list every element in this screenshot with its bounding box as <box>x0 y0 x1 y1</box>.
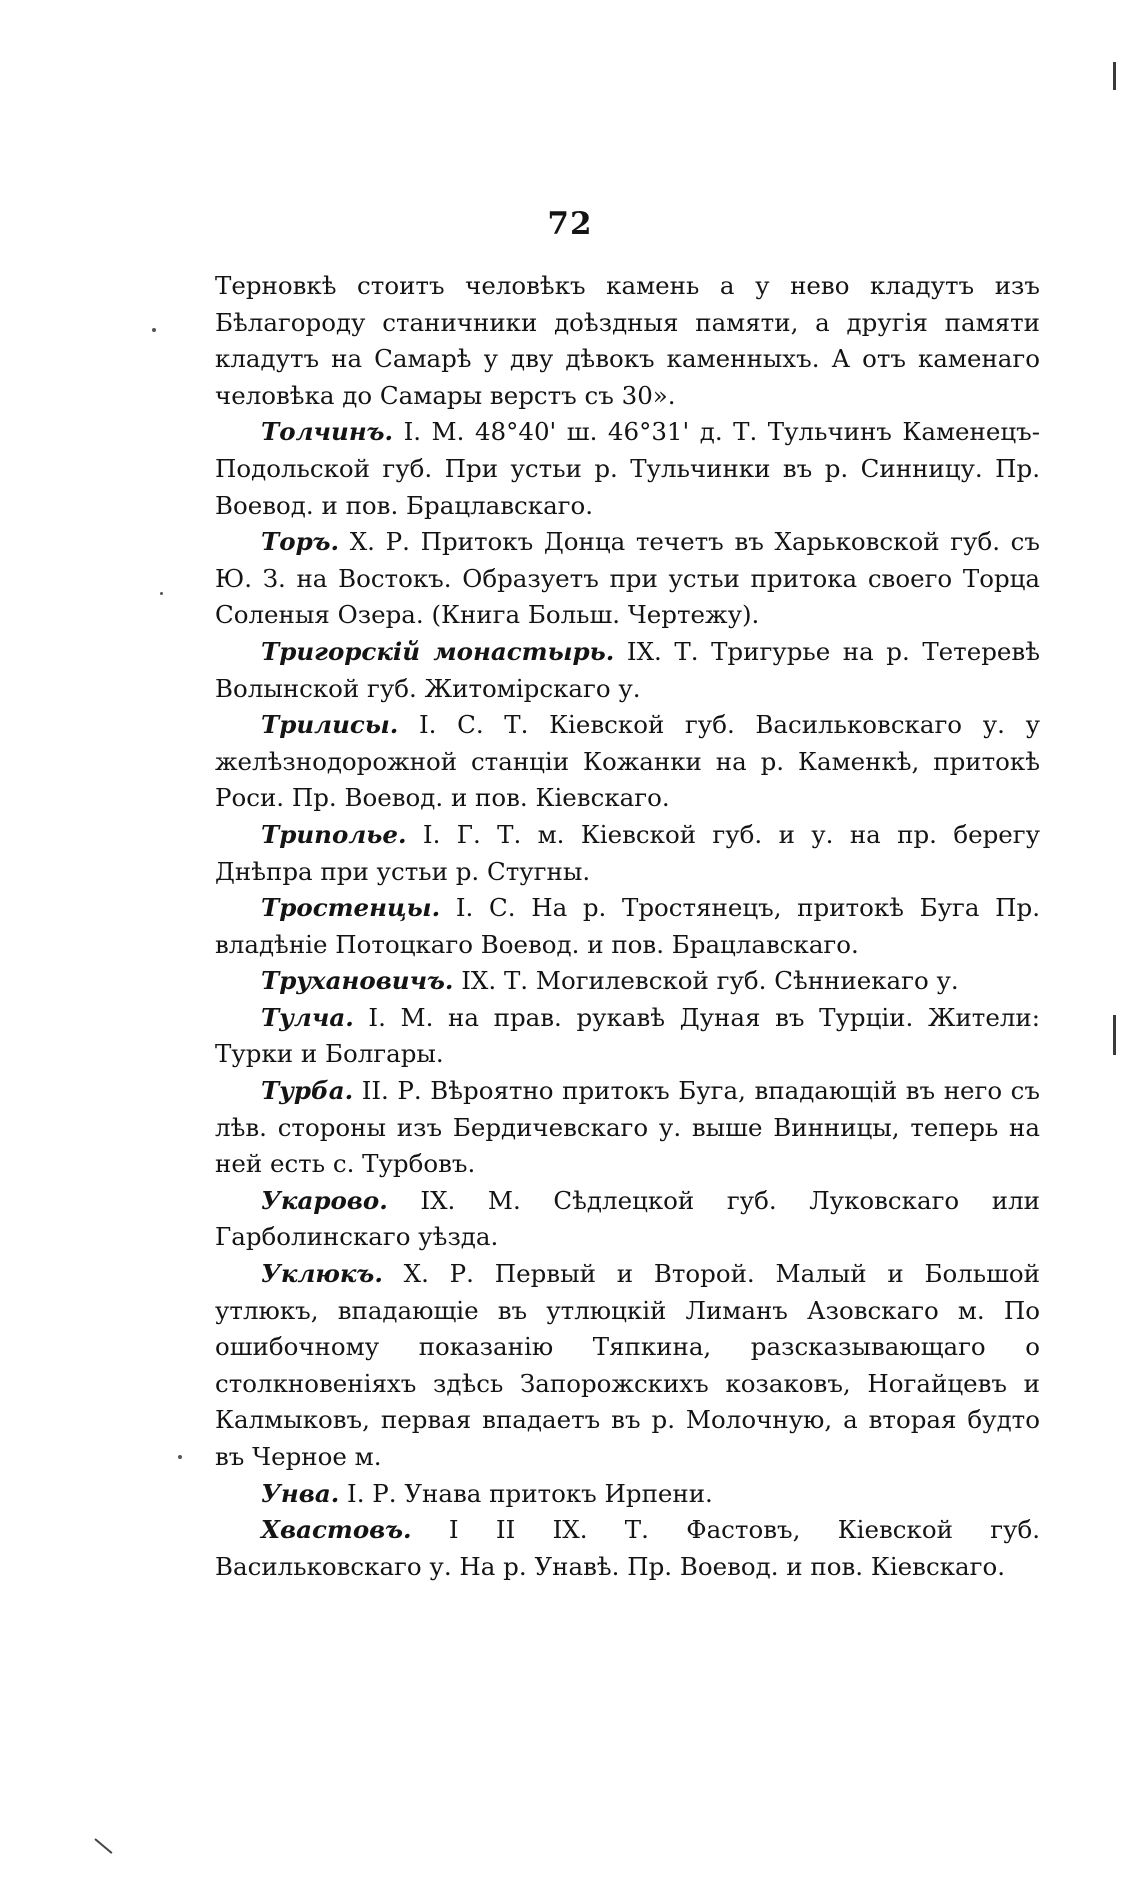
entry-headword: Унва. <box>261 1478 340 1508</box>
entry-headword: Трухановичъ. <box>261 966 454 996</box>
entry-tor <box>215 524 1040 634</box>
scan-speck <box>178 1455 182 1459</box>
entry-tulcha <box>215 1000 1040 1073</box>
entry-headword: Укарово. <box>261 1185 388 1215</box>
entry-text: X. Р. Притокъ Донца течетъ въ Харьковской губ. съ Ю. З. на Востокъ. Образуетъ при устьи притока своего Торца Соленыя Озера. (Книга Больш. Чертежу). <box>215 527 1040 630</box>
entry-headword: Турба. <box>261 1076 354 1106</box>
entry-headword: Уклюкъ. <box>261 1259 383 1289</box>
scan-margin-mark <box>1113 62 1116 90</box>
entry-headword: Трилисы. <box>261 710 399 740</box>
entry-ukarovo <box>215 1183 1040 1256</box>
entry-text: IX. М. Сѣдлецкой губ. Луковскаго или Гарболинскаго уѣзда. <box>215 1185 1040 1252</box>
entry-text: IX. Т. Могилевской губ. Сѣнниекаго у. <box>453 966 959 996</box>
entry-text: I. С. Т. Кіевской губ. Васильковскаго у. у желѣзнодорожной станціи Кожанки на р. Каменкѣ, притокѣ Роси. Пр. Воевод. и пов. Кіевскаго. <box>215 710 1040 813</box>
entry-headword: Тулча. <box>261 1002 354 1032</box>
scan-scratch <box>94 1838 112 1854</box>
entry-unva <box>215 1476 1040 1513</box>
entry-headword: Торъ. <box>261 527 340 557</box>
entry-headword: Хвастовъ. <box>261 1515 412 1545</box>
entry-turba <box>215 1073 1040 1183</box>
entry-text: I. Р. Унава притокъ Ирпени. <box>339 1478 713 1508</box>
continued-paragraph: Терновкѣ стоитъ человѣкъ камень а у нево кладутъ изъ Бѣлагороду станичники доѣздныя памяти, а другія памяти кладутъ на Самарѣ у дву дѣвокъ каменныхъ. А отъ каменаго человѣка до Самары верстъ съ 30». <box>215 271 1040 410</box>
entry-trukhanovich <box>215 963 1040 1000</box>
text-column <box>215 268 1040 1585</box>
entry-text: I. М. на прав. рукавѣ Дуная въ Турціи. Жители: Турки и Болгары. <box>215 1002 1040 1069</box>
entry-trilisy <box>215 707 1040 817</box>
page-number: 72 <box>547 206 593 242</box>
entry-trigorsky-monastyr <box>215 634 1040 707</box>
entry-text: I II IX. Т. Фастовъ, Кіевской губ. Васильковскаго у. На р. Унавѣ. Пр. Воевод. и пов. Кіевскаго. <box>215 1515 1040 1581</box>
scan-speck <box>152 328 156 332</box>
entry-text: I. С. На р. Тростянецъ, притокѣ Буга Пр. владѣніе Потоцкаго Воевод. и пов. Брацлавскаго. <box>215 893 1040 959</box>
entry-headword: Толчинъ. <box>261 417 394 447</box>
entry-khvastov <box>215 1512 1040 1585</box>
entry-text: II. Р. Вѣроятно притокъ Буга, впадающій въ него съ лѣв. стороны изъ Бердичевскаго у. выше Винницы, теперь на ней есть с. Турбовъ. <box>215 1076 1040 1179</box>
entry-headword: Тростенцы. <box>261 893 441 923</box>
entry-tolchin <box>215 414 1040 524</box>
entry-text: I. Г. Т. м. Кіевской губ. и у. на пр. берегу Днѣпра при устьи р. Стугны. <box>215 819 1040 886</box>
entry-headword: Тригорскій монастырь. <box>261 636 615 666</box>
entry-headword: Триполье. <box>261 819 407 849</box>
entry-trostentsy <box>215 890 1040 963</box>
entry-tripolye <box>215 817 1040 890</box>
entry-text: X. Р. Первый и Второй. Малый и Большой утлюкъ, впадающіе въ утлюцкій Лиманъ Азовскаго м. По ошибочному показанію Тяпкина, разсказывающаго о столкновеніяхъ здѣсь Запорожскихъ козаковъ, Ногайцевъ и Калмыковъ, первая впадаетъ въ р. Молочную, а вторая будто въ Черное м. <box>215 1259 1040 1471</box>
scan-margin-mark <box>1113 1015 1116 1055</box>
scan-speck <box>160 592 163 595</box>
entry-text: I. М. 48°40' ш. 46°31' д. Т. Тульчинъ Каменецъ-Подольской губ. При устьи р. Тульчинки въ р. Синницу. Пр. Воевод. и пов. Брацлавскаго. <box>215 417 1040 520</box>
entry-text: IX. Т. Тригурье на р. Тетеревѣ Волынской губ. Житомірскаго у. <box>215 636 1040 703</box>
entry-uklyuk <box>215 1256 1040 1476</box>
